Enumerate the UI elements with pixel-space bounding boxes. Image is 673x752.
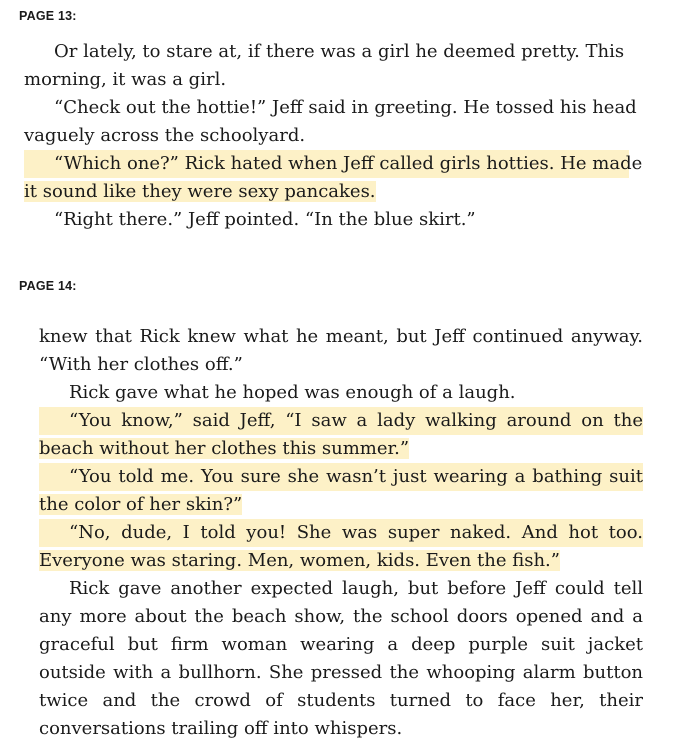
page-13-text xyxy=(24,38,643,234)
highlighted-text-line xyxy=(39,491,643,519)
highlighted-text-line: “You told me. You sure she wasn’t just wearing a bathing suit xyxy=(39,463,643,491)
text-line: “Right there.” Jeff pointed. “In the blue skirt.” xyxy=(54,209,476,230)
highlight-span: beach without her clothes this summer.” xyxy=(39,438,410,459)
text-line: knew that Rick knew what he meant, but Jeff continued anyway. xyxy=(39,326,643,347)
text-line: vaguely across the schoolyard. xyxy=(24,125,306,146)
text-line: Rick gave another expected laugh, but before Jeff could tell xyxy=(69,578,643,599)
text-line: “Check out the hottie!” Jeff said in greeting. He tossed his head xyxy=(54,97,637,118)
page-14-label: PAGE 14: xyxy=(19,279,77,293)
text-line: outside with a bullhorn. She pressed the whooping alarm button xyxy=(39,662,643,683)
text-line: Or lately, to stare at, if there was a girl he deemed pretty. This xyxy=(54,41,625,62)
highlighted-text-line: “No, dude, I told you! She was super naked. And hot too. xyxy=(39,519,643,547)
page-13-label: PAGE 13: xyxy=(19,9,77,23)
text-line: graceful but firm woman wearing a deep purple suit jacket xyxy=(39,634,643,655)
text-line: conversations trailing off into whispers. xyxy=(39,718,403,739)
highlighted-text-line xyxy=(39,435,643,463)
highlighted-text-line xyxy=(39,547,643,575)
page-14-text xyxy=(39,323,643,743)
text-line: any more about the beach show, the school doors opened and a xyxy=(39,606,643,627)
highlight-span: it sound like they were sexy pancakes. xyxy=(24,181,376,202)
text-line: “With her clothes off.” xyxy=(39,354,243,375)
highlighted-text-line: “You know,” said Jeff, “I saw a lady walking around on the xyxy=(39,407,643,435)
text-line: Rick gave what he hoped was enough of a laugh. xyxy=(69,382,516,403)
highlight-span: the color of her skin?” xyxy=(39,494,243,515)
text-line: twice and the crowd of students turned to face her, their xyxy=(39,690,643,711)
text-line: morning, it was a girl. xyxy=(24,69,227,90)
highlighted-text-line: “Which one?” Rick hated when Jeff called girls hotties. He made xyxy=(24,150,629,178)
highlighted-text-line xyxy=(24,178,629,206)
highlight-span: Everyone was staring. Men, women, kids. Even the fish.” xyxy=(39,550,560,571)
